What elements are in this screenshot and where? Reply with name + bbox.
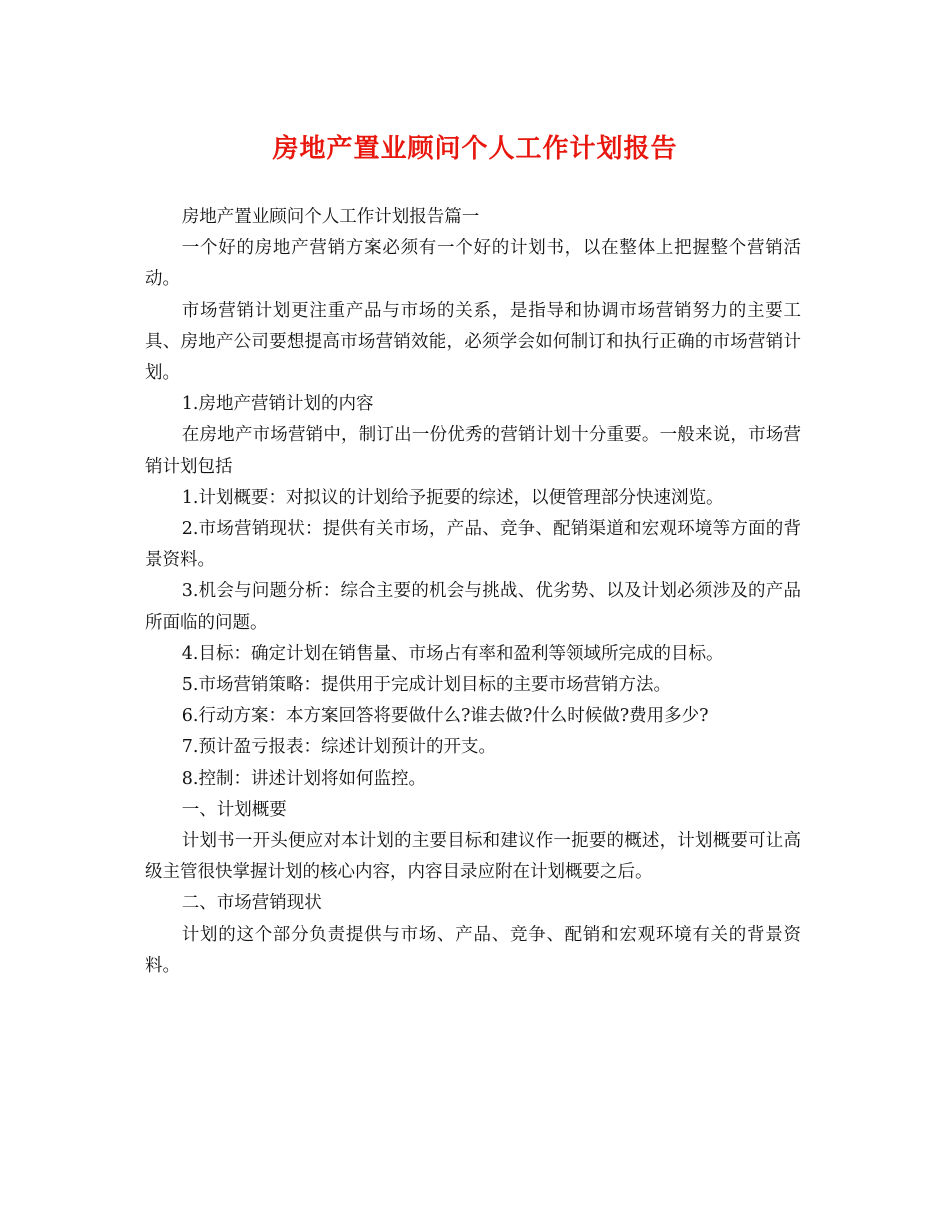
list-item: 8.控制：讲述计划将如何监控。: [181, 768, 426, 789]
paragraph: 一个好的房地产营销方案必须有一个好的计划书，以在整体上把握整个营销活动。: [145, 238, 801, 290]
paragraph-subheading: 一、计划概要: [181, 799, 287, 820]
paragraph: 市场营销计划更注重产品与市场的关系，是指导和协调市场营销努力的主要工具、房地产公司要想提高市场营销效能，必须学会如何制订和执行正确的市场营销计划。: [145, 300, 801, 384]
list-item: 3.机会与问题分析：综合主要的机会与挑战、优劣势、以及计划必须涉及的产品所面临的问题。: [145, 581, 801, 633]
list-item: 7.预计盈亏报表：综述计划预计的开支。: [181, 737, 496, 758]
list-item: 4.目标：确定计划在销售量、市场占有率和盈利等领域所完成的目标。: [181, 643, 724, 664]
document-body: [145, 202, 801, 982]
list-item: 6.行动方案：本方案回答将要做什么?谁去做?什么时候做?费用多少?: [181, 706, 709, 727]
paragraph-section-heading: 房地产置业顾问个人工作计划报告篇一: [181, 207, 480, 227]
paragraph-subheading: 二、市场营销现状: [181, 893, 322, 914]
paragraph: 计划书一开头便应对本计划的主要目标和建议作一扼要的概述，计划概要可让高级主管很快掌握计划的核心内容，内容目录应附在计划概要之后。: [145, 831, 801, 883]
list-item: 2.市场营销现状：提供有关市场，产品、竞争、配销渠道和宏观环境等方面的背景资料。: [145, 519, 801, 571]
paragraph: 计划的这个部分负责提供与市场、产品、竞争、配销和宏观环境有关的背景资料。: [145, 924, 801, 976]
list-item: 5.市场营销策略：提供用于完成计划目标的主要市场营销方法。: [181, 675, 671, 696]
paragraph-subheading: 1.房地产营销计划的内容: [181, 394, 374, 415]
document-title: 房地产置业顾问个人工作计划报告: [272, 134, 678, 164]
list-item: 1.计划概要：对拟议的计划给予扼要的综述，以便管理部分快速浏览。: [181, 487, 724, 508]
paragraph: 在房地产市场营销中，制订出一份优秀的营销计划十分重要。一般来说，市场营销计划包括: [145, 425, 801, 477]
